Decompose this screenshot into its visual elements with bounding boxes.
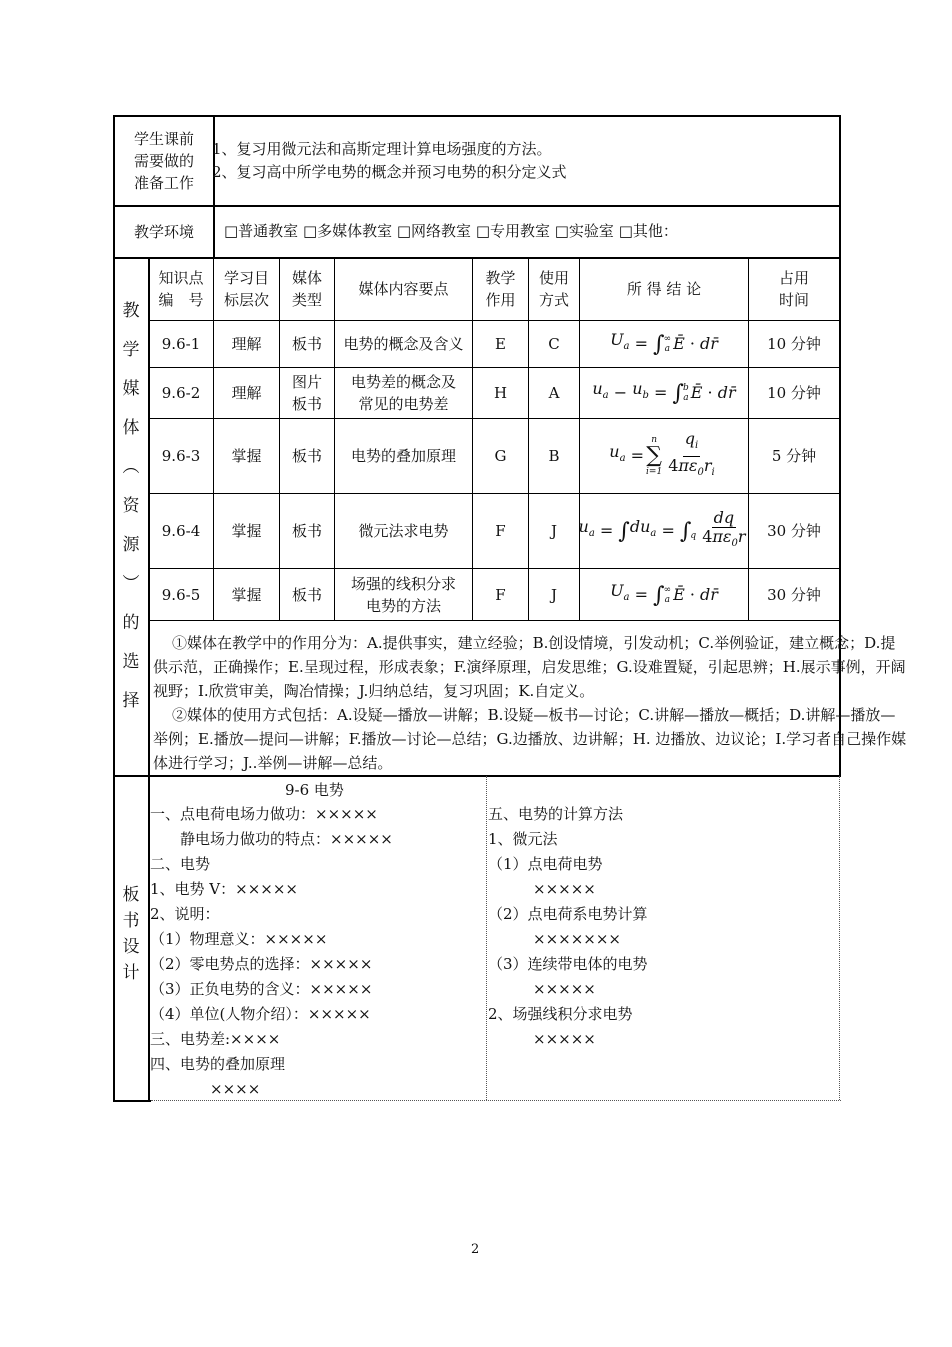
header-line: 教学 [485,269,516,287]
col-header-time [749,258,839,320]
row-time: 30 分钟 [767,585,821,604]
row-id: 9.6-1 [161,335,201,353]
board-line: （2）点电荷系电势计算 [488,905,648,923]
formula-continuous-charge: $u_a$ = ∫ $du_a$ = ∫ q $\frac{dq}{4\pi\varepsilon_0r}$ [578,507,746,550]
table-border-bottom [113,1100,151,1102]
row-type: 板书 [291,585,322,604]
note-line: ①媒体在教学中的作用分为：A.提供事实，建立经验；B.创设情境，引发动机；C.举例验证，建立概念；D.提 [172,634,896,652]
note-line: 供示范，正确操作；E.呈现过程，形成表象；F.演绎原理，启发思维；G.设难置疑，引起思辨；H.展示事例，开阔 [153,658,906,676]
note-line: ②媒体的使用方式包括：A.设疑—播放—讲解；B.设疑—板书—讨论；C.讲解—播放—概括；D.讲解—播放— [172,706,896,724]
side-char: ︵ [122,457,140,477]
header-line: 学习目 [223,269,269,287]
row-role: E [495,335,506,353]
board-line: （1）点电荷电势 [488,855,603,873]
formula-potential-difference: $u_a$ − $u_b$ = ∫ b a Ē · dr̄ [592,379,736,406]
prep-label-line: 准备工作 [133,174,194,192]
note-line: 体进行学习；J..举例—讲解—总结。 [153,754,393,772]
row-role: F [495,585,506,604]
board-line: （3）连续带电体的电势 [488,955,648,973]
table-border-left [113,115,115,1101]
board-line: ××××× [488,880,596,898]
row-content: 场强的线积分求 电势的方法 [350,574,456,615]
row-level: 理解 [231,335,262,353]
formula-superposition: $u_a$ = n ∑ i=1 $\frac{q_i}{4\pi\varepsilon_0r_i}$ [609,429,715,478]
prep-line-2: 2、复习高中所学电势的概念并预习电势的积分定义式 [212,163,567,181]
row-mode: J [550,522,557,540]
row-mode: J [550,585,557,604]
header-line: 类型 [291,291,322,309]
row-id: 9.6-2 [161,384,201,402]
row-mode: A [548,384,560,402]
row-content: 电势差的概念及 常见的电势差 [350,373,456,413]
side-char: 选 [122,652,140,672]
formula-line-integral: $U_a$ = ∫ ∞ a Ē · dr̄ [610,580,718,608]
board-line: ××××× [488,980,596,998]
header-line: 占用 [778,269,809,287]
side-char: 体 [122,418,140,438]
row-id: 9.6-5 [161,585,201,604]
col-header-id [149,258,213,320]
board-line: ×××× [150,1080,261,1098]
row-level: 掌握 [231,522,262,540]
col-header-role [473,258,528,320]
board-line: 静电场力做功的特点：××××× [150,830,393,848]
table-divider [113,205,841,207]
row-role: F [495,522,506,540]
col-header-content: 媒体内容要点 [358,280,449,298]
row-time: 10 分钟 [767,384,821,402]
row-type: 图片 板书 [291,373,322,413]
board-line: （4）单位(人物介绍）：××××× [150,1005,371,1023]
board-line: 二、电势 [150,855,211,873]
side-char: 学 [122,340,140,360]
side-char: 设 [122,937,140,957]
env-options: □普通教室 □多媒体教室 □网络教室 □专用教室 □实验室 □其他： [224,222,678,240]
note-line: 举例；E.播放—提问—讲解；F.播放—讨论—总结；G.边播放、边讲解；H. 边播放、边议论；I.学习者自己操作媒 [153,730,907,748]
header-line: 作用 [485,291,516,309]
board-title: 9-6 电势 [285,781,344,799]
header-line: 时间 [778,291,809,309]
prep-label-line: 需要做的 [133,152,194,170]
side-char: 书 [122,911,140,931]
col-header-level [214,258,279,320]
header-line: 知识点 [158,269,204,287]
col-header-type [280,258,334,320]
side-char: ︶ [122,574,140,594]
row-type: 板书 [291,522,322,540]
header-line: 方式 [538,291,569,309]
row-content: 微元法求电势 [358,522,449,540]
board-line: 一、点电荷电场力做功：××××× [150,805,378,823]
board-line: 五、电势的计算方法 [488,805,624,823]
row-level: 掌握 [231,447,262,465]
board-line: 2、说明： [150,905,220,923]
board-line: ××××× [488,1030,596,1048]
row-role: G [494,447,507,465]
side-char: 媒 [122,379,140,399]
table-border-top [113,115,841,117]
prep-label [115,117,213,205]
table-border-right-dotted [839,776,840,1100]
row-id: 9.6-3 [161,447,201,465]
board-line: 2、场强线积分求电势 [488,1005,633,1023]
side-char: 择 [122,691,140,711]
row-type: 板书 [291,335,322,353]
row-time: 10 分钟 [767,335,821,353]
row-type: 板书 [291,447,322,465]
row-role: H [493,384,508,402]
board-line: 1、电势 V：××××× [150,880,298,898]
header-line: 使用 [538,269,569,287]
row-level: 理解 [231,384,262,402]
col-header-conclusion: 所 得 结 论 [626,280,702,298]
row-mode: C [548,335,560,353]
board-column-divider [486,776,487,1100]
side-char: 板 [122,885,140,905]
header-line: 媒体 [291,269,322,287]
row-time: 5 分钟 [771,447,817,465]
board-line: ××××××× [488,930,621,948]
board-line: （3）正负电势的含义：××××× [150,980,373,998]
col-header-mode [529,258,579,320]
row-id: 9.6-4 [161,522,201,540]
side-char: 教 [122,301,140,321]
board-line: 四、电势的叠加原理 [150,1055,286,1073]
row-content: 电势的概念及含义 [343,335,464,353]
board-line: 三、电势差:×××× [150,1030,281,1048]
side-char: 计 [122,963,140,983]
side-char: 源 [122,535,140,555]
page-number: 2 [471,1242,480,1257]
row-time: 30 分钟 [767,522,821,540]
table-divider [148,620,840,621]
prep-label-line: 学生课前 [133,130,194,148]
note-line: 视野；I.欣赏审美，陶冶情操；J.归纳总结，复习巩固；K.自定义。 [153,682,595,700]
env-label: 教学环境 [133,223,194,241]
formula-potential-definition: $U_a$ = ∫ ∞ a Ē · dr̄ [610,330,718,357]
board-line: （1）物理意义：××××× [150,930,328,948]
row-content: 电势的叠加原理 [350,447,456,465]
side-char: 的 [122,613,140,633]
row-level: 掌握 [231,585,262,604]
header-line: 编 号 [158,291,204,309]
header-line: 标层次 [223,291,269,309]
row-mode: B [548,447,560,465]
board-line: 1、微元法 [488,830,558,848]
prep-line-1: 1、复习用微元法和高斯定理计算电场强度的方法。 [212,140,552,158]
board-line: （2）零电势点的选择：××××× [150,955,373,973]
side-char: 资 [122,496,140,516]
